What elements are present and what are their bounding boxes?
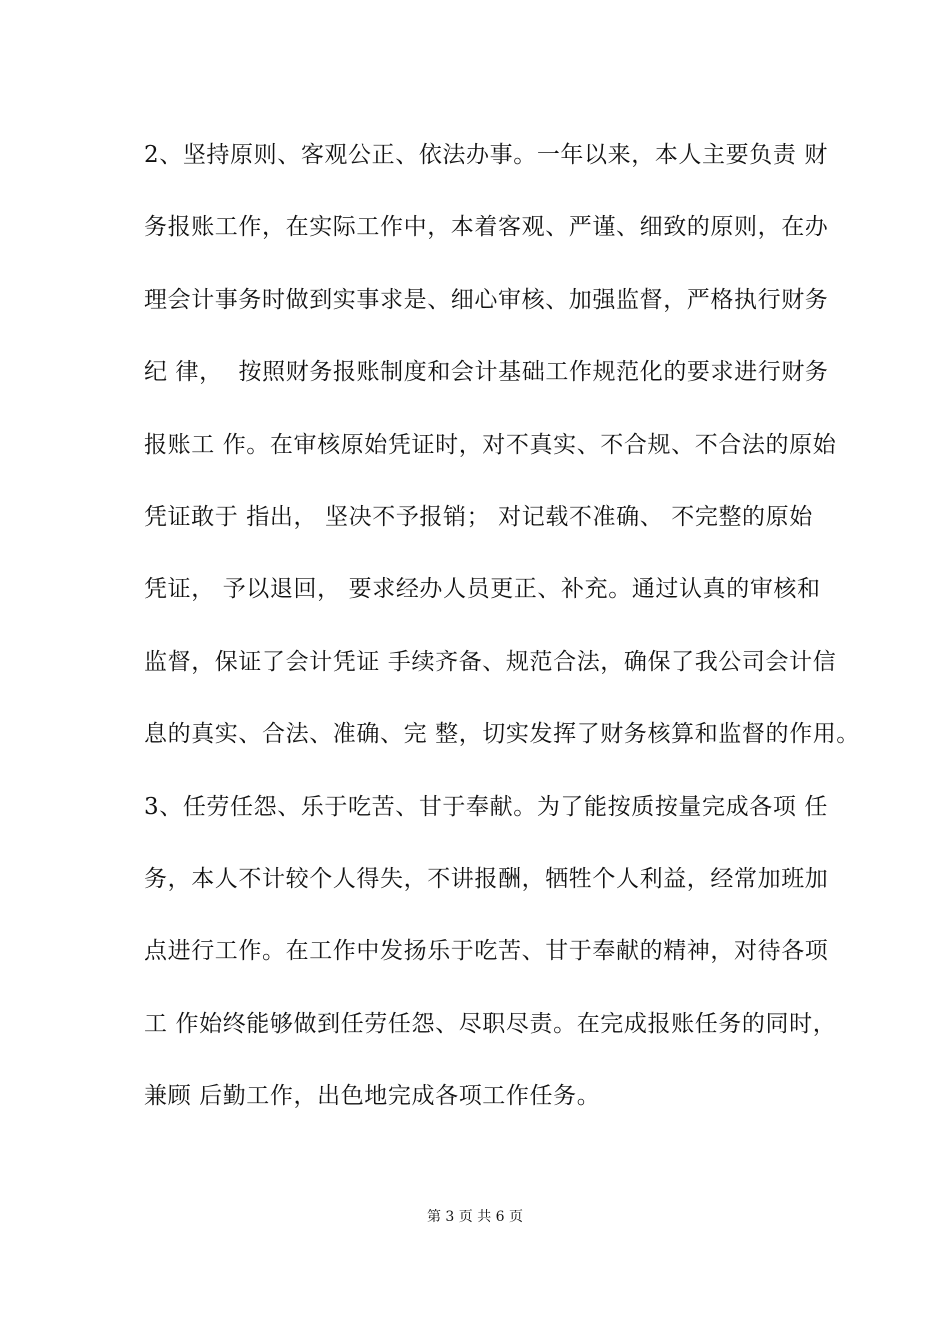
paragraph-line: 理会计事务时做到实事求是、细心审核、加强监督，严格执行财务 <box>144 287 829 313</box>
paragraph-line: 点进行工作。在工作中发扬乐于吃苦、甘于奉献的精神，对待各项 <box>144 938 829 964</box>
paragraph-line: 2、坚持原则、客观公正、依法办事。一年以来，本人主要负责 财 <box>144 142 828 168</box>
paragraph-line: 工 作始终能够做到任劳任怨、尽职尽责。在完成报账任务的同时， <box>144 1011 837 1037</box>
paragraph-line: 报账工 作。在审核原始凭证时，对不真实、不合规、不合法的原始 <box>144 432 837 458</box>
paragraph-line: 务报账工作，在实际工作中，本着客观、严谨、细致的原则，在办 <box>144 214 829 240</box>
paragraph-line: 务，本人不计较个人得失，不讲报酬，牺牲个人利益，经常加班加 <box>144 866 829 892</box>
paragraph-line: 监督，保证了会计凭证 手续齐备、规范合法，确保了我公司会计信 <box>144 649 837 675</box>
page-number-footer: 第 3 页 共 6 页 <box>426 1209 524 1225</box>
paragraph-line: 凭证敢于 指出， 坚决不予报销； 对记载不准确、 不完整的原始 <box>144 504 813 530</box>
paragraph-line: 息的真实、合法、准确、完 整，切实发挥了财务核算和监督的作用。 <box>144 721 860 747</box>
paragraph-line: 纪 律， 按照财务报账制度和会计基础工作规范化的要求进行财务 <box>144 359 829 385</box>
paragraph-line: 凭证， 予以退回， 要求经办人员更正、补充。通过认真的审核和 <box>144 576 821 602</box>
paragraph-line: 3、任劳任怨、乐于吃苦、甘于奉献。为了能按质按量完成各项 任 <box>144 794 828 820</box>
paragraph-line: 兼顾 后勤工作，出色地完成各项工作任务。 <box>144 1083 601 1109</box>
